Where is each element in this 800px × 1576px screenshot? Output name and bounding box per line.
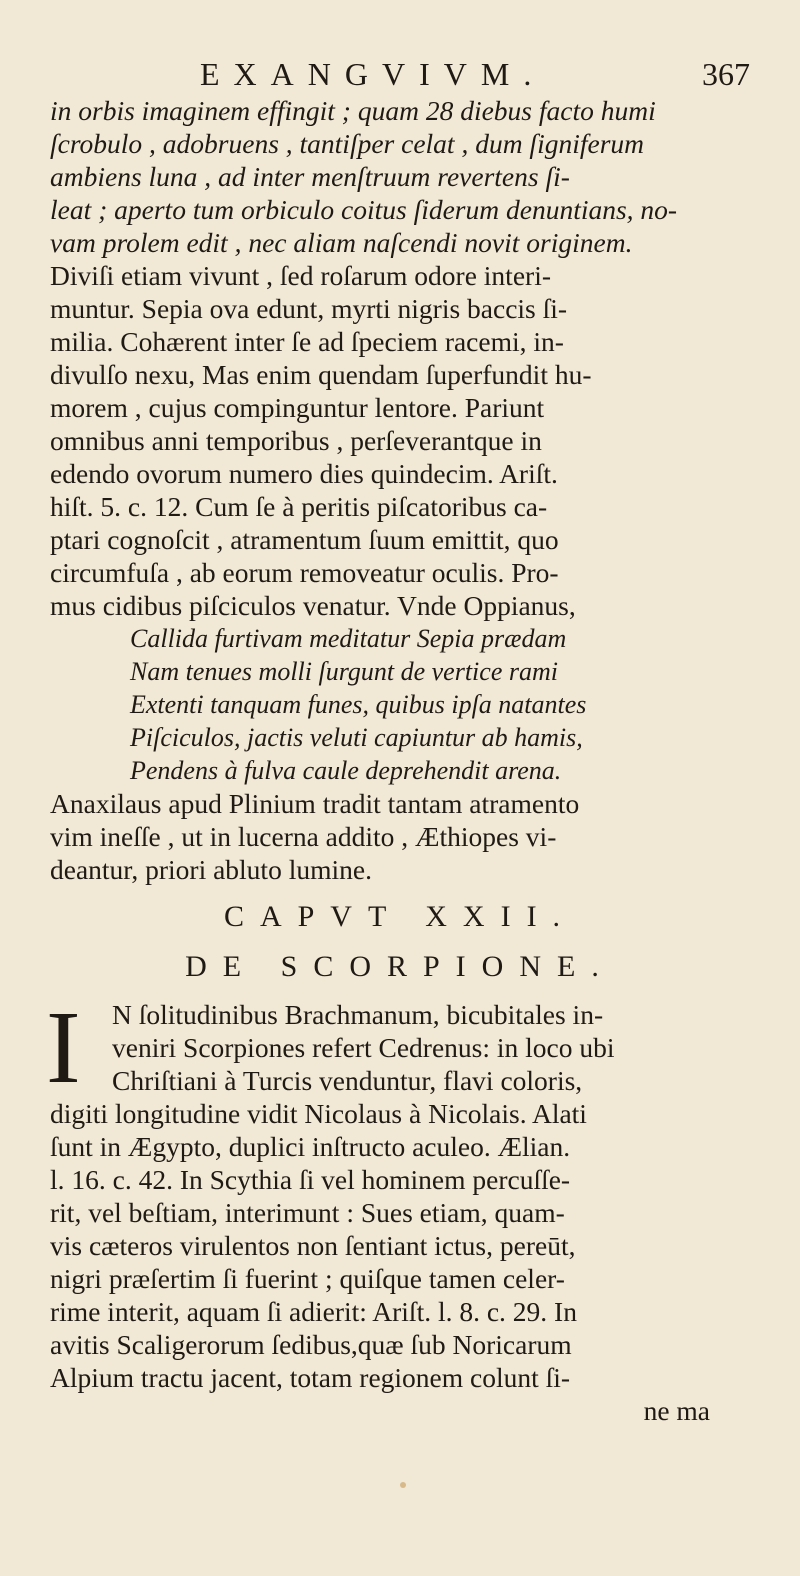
- text-line: Diviſi etiam vivunt , ſed roſarum odore interi-: [50, 260, 551, 291]
- text-line: rit, vel beſtiam, interimunt : Sues etiam, quam-: [50, 1197, 565, 1228]
- opening-paragraph: [46, 990, 750, 1105]
- chapter-title: DE SCORPIONE.: [185, 950, 615, 983]
- text-line: Chriſtiani à Turcis venduntur, flavi coloris,: [112, 1065, 583, 1096]
- text-line: divulſo nexu, Mas enim quendam ſuperfundit hu-: [50, 359, 592, 390]
- text-line: hiſt. 5. c. 12. Cum ſe à peritis piſcatoribus ca-: [50, 491, 548, 522]
- text-line: mus cidibus piſciculos venatur. Vnde Oppianus,: [50, 590, 576, 621]
- text-line: Nam tenues molli ſurgunt de vertice rami: [130, 657, 558, 686]
- text-line: veniri Scorpiones refert Cedrenus: in loco ubi: [112, 1032, 615, 1063]
- scorpion-paragraph: [50, 1097, 750, 1394]
- text-line: rime interit, aquam ſi adierit: Ariſt. l. 8. c. 29. In: [50, 1296, 577, 1327]
- paper-spot: [400, 1482, 406, 1488]
- text-line: Piſciculos, jactis veluti capiuntur ab hamis,: [130, 723, 583, 752]
- text-line: vim ineſſe , ut in lucerna addito , Æthiopes vi-: [50, 821, 557, 852]
- text-line: milia. Cohærent inter ſe ad ſpeciem racemi, in-: [50, 326, 564, 357]
- text-line: ambiens luna , ad inter menſtruum revertens ſi-: [50, 161, 570, 192]
- running-head: EXANGVIVM.: [200, 56, 546, 92]
- text-line: Alpium tractu jacent, totam regionem colunt ſi-: [50, 1362, 571, 1393]
- text-line: nigri præſertim ſi fuerint ; quiſque tamen celer-: [50, 1263, 565, 1294]
- text-line: ptari cognoſcit , atramentum ſuum emittit, quo: [50, 524, 559, 555]
- text-line: morem , cujus compinguntur lentore. Pariunt: [50, 392, 545, 423]
- page-number: 367: [702, 56, 750, 92]
- text-line: omnibus anni temporibus , perſeverantque in: [50, 425, 542, 456]
- text-line: digiti longitudine vidit Nicolaus à Nicolais. Alati: [50, 1098, 587, 1129]
- catchword: ne ma: [643, 1395, 710, 1426]
- poem-quotation: [50, 622, 750, 787]
- text-line: Anaxilaus apud Plinium tradit tantam atramento: [50, 788, 580, 819]
- text-line: l. 16. c. 42. In Scythia ſi vel hominem percuſſe-: [50, 1164, 571, 1195]
- text-line: circumfuſa , ab eorum removeatur oculis. Pro-: [50, 557, 559, 588]
- text-line: Callida furtivam meditatur Sepia prædam: [130, 624, 567, 653]
- text-block: [46, 94, 750, 1427]
- text-line: ſcrobulo , adobruens , tantiſper celat , dum ſigniferum: [50, 128, 645, 159]
- text-line: Pendens à fulva caule deprehendit arena.: [130, 756, 562, 785]
- text-line: N ſolitudinibus Brachmanum, bicubitales in-: [112, 999, 604, 1030]
- text-line: muntur. Sepia ova edunt, myrti nigris baccis ſi-: [50, 293, 568, 324]
- text-line: in orbis imaginem effingit ; quam 28 diebus facto humi: [50, 95, 656, 126]
- chapter-number: CAPVT XXII.: [223, 900, 577, 933]
- section-anaxilaus: [50, 787, 750, 886]
- page-header: [50, 56, 750, 96]
- text-line: ſunt in Ægypto, duplici inſtructo aculeo. Ælian.: [50, 1131, 571, 1162]
- text-line: Extenti tanquam funes, quibus ipſa natantes: [130, 690, 587, 719]
- text-line: avitis Scaligerorum ſedibus,quæ ſub Noricarum: [50, 1329, 572, 1360]
- dropcap-lines: [112, 998, 750, 1097]
- text-line: edendo ovorum numero dies quindecim. Ariſt.: [50, 458, 558, 489]
- text-line: leat ; aperto tum orbiculo coitus ſiderum denuntians, no-: [50, 194, 678, 225]
- text-line: vam prolem edit , nec aliam naſcendi novit originem.: [50, 227, 633, 258]
- text-line: vis cæteros virulentos non ſentiant ictus, pereūt,: [50, 1230, 576, 1261]
- drop-cap: I: [46, 990, 81, 1105]
- section-sepia: [50, 94, 750, 622]
- text-line: deantur, priori abluto lumine.: [50, 854, 372, 885]
